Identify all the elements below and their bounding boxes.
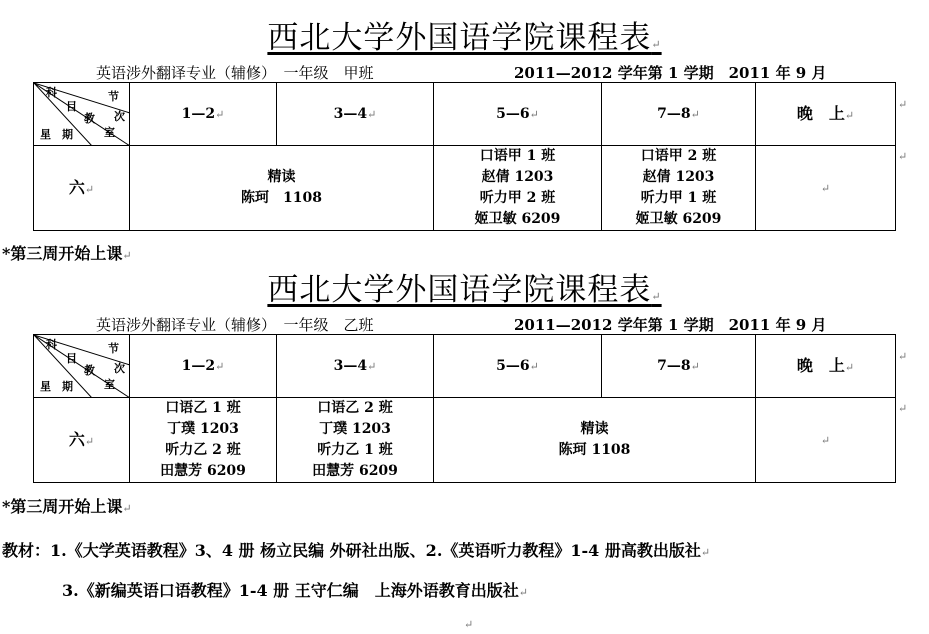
term-info: 2011—2012 学年第 1 学期 2011 年 9 月 [514,64,827,82]
course-cell: 口语甲 1 班 赵倩 1203 听力甲 2 班 姬卫敏 6209 [434,146,602,231]
course-cell: 口语乙 1 班 丁璞 1203 听力乙 2 班 田慧芳 6209 [130,398,277,483]
start-note: *第三周开始上课↵ [2,244,132,263]
course-cell: 精读 陈珂 1108 [130,146,434,231]
class-info: 英语涉外翻译专业（辅修） 一年级 乙班 [96,316,374,334]
corner-label: 节 [108,90,119,103]
header-row [34,335,896,398]
course-cell: ↵ [756,398,896,483]
period-header: 5—6↵ [434,335,602,398]
schedule-table [33,82,896,231]
page-title: 西北大学外国语学院课程表↵ [267,20,662,56]
corner-label: 目 [66,100,77,113]
corner-label: 次 [114,362,125,375]
corner-label: 教 [84,364,95,377]
corner-label: 星 期 [40,128,73,141]
period-header: 1—2↵ [130,83,277,146]
corner-label: 科 [46,338,57,351]
period-header: 3—4↵ [277,335,434,398]
schedule-table [33,334,896,483]
page-title: 西北大学外国语学院课程表↵ [267,272,662,308]
class-info: 英语涉外翻译专业（辅修） 一年级 甲班 [96,64,374,82]
course-cell: 口语乙 2 班 丁璞 1203 听力乙 1 班 田慧芳 6209 [277,398,434,483]
corner-label: 科 [46,86,57,99]
period-header: 1—2↵ [130,335,277,398]
corner-label: 次 [114,110,125,123]
start-note: *第三周开始上课↵ [2,497,132,516]
period-header: 晚 上↵ [756,335,896,398]
period-header: 5—6↵ [434,83,602,146]
day-cell: 六↵ [34,146,130,231]
corner-label: 目 [66,352,77,365]
corner-header [34,335,130,398]
day-cell: 六↵ [34,398,130,483]
corner-header [34,83,130,146]
period-header: 晚 上↵ [756,83,896,146]
course-cell: ↵ [756,146,896,231]
term-info: 2011—2012 学年第 1 学期 2011 年 9 月 [514,316,827,334]
corner-label: 室 [104,378,115,391]
day-row [34,398,896,483]
paragraph-mark: ↵ [464,618,474,631]
day-row [34,146,896,231]
course-cell: 精读 陈珂 1108 [434,398,756,483]
corner-label: 室 [104,126,115,139]
header-row [34,83,896,146]
textbooks-line: 教材：1.《大学英语教程》3、4 册 杨立民编 外研社出版、2.《英语听力教程》1-4 册高教出版社↵ [2,541,711,560]
textbooks-line: 3.《新编英语口语教程》1-4 册 王守仁编 上海外语教育出版社↵ [62,581,528,600]
corner-label: 教 [84,112,95,125]
course-cell: 口语甲 2 班 赵倩 1203 听力甲 1 班 姬卫敏 6209 [602,146,756,231]
corner-label: 节 [108,342,119,355]
corner-label: 星 期 [40,380,73,393]
period-header: 7—8↵ [602,335,756,398]
period-header: 3—4↵ [277,83,434,146]
period-header: 7—8↵ [602,83,756,146]
